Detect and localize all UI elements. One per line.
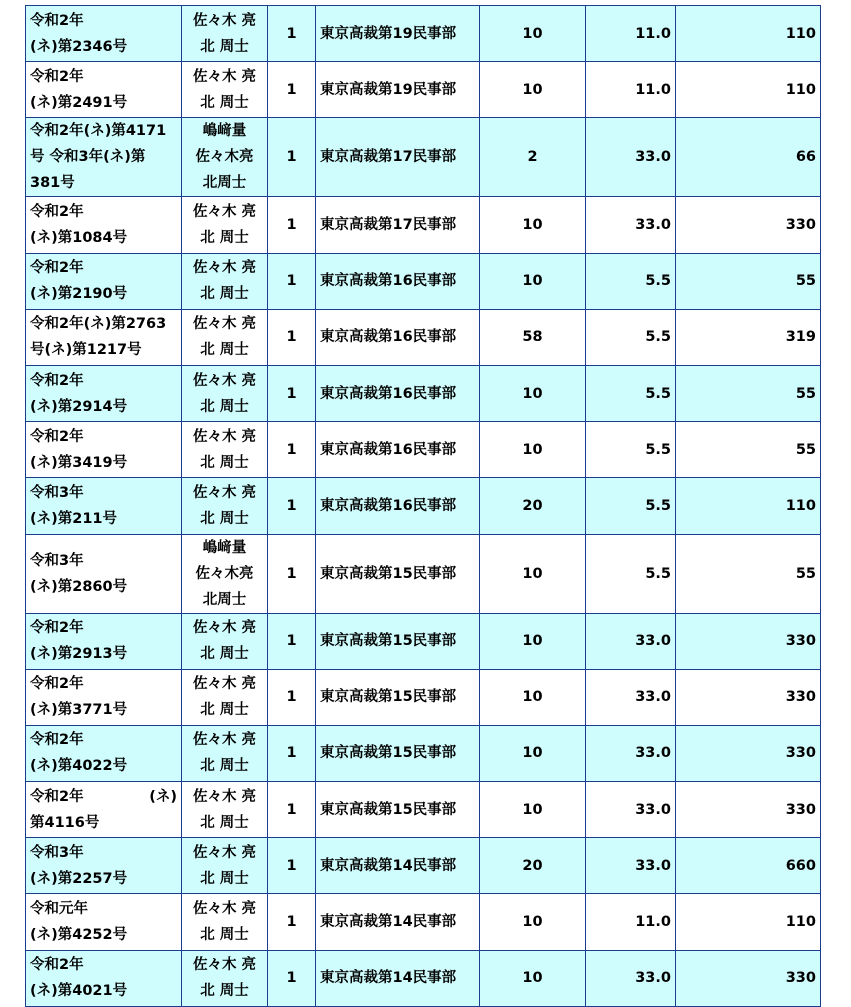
rate-cell: 11.0 bbox=[586, 6, 676, 62]
number-cell: 1 bbox=[268, 253, 316, 309]
table-row bbox=[26, 950, 821, 1006]
court-cell: 東京高裁第14民事部 bbox=[316, 894, 480, 950]
attorney-name-line: 佐々木 亮 bbox=[192, 372, 257, 389]
case-number-line: 381号 bbox=[30, 175, 75, 192]
attorney-name-line: 佐々木 亮 bbox=[192, 676, 257, 693]
court-cell: 東京高裁第15民事部 bbox=[316, 534, 480, 613]
amount-cell: 110 bbox=[676, 6, 821, 62]
case-number-cell bbox=[26, 534, 182, 613]
attorney-name-line: 佐々木 亮 bbox=[192, 316, 257, 333]
case-number-line: (ネ)第2346号 bbox=[30, 38, 128, 55]
attorney-name-line: 佐々木 亮 bbox=[192, 203, 257, 220]
count-cell: 10 bbox=[480, 950, 586, 1006]
rate-cell: 33.0 bbox=[586, 118, 676, 197]
number-cell: 1 bbox=[268, 478, 316, 534]
count-cell: 58 bbox=[480, 309, 586, 365]
table-row bbox=[26, 613, 821, 669]
count-cell: 2 bbox=[480, 118, 586, 197]
court-cell: 東京高裁第16民事部 bbox=[316, 422, 480, 478]
case-number-line bbox=[30, 784, 177, 810]
case-number-line: (ネ)第211号 bbox=[30, 510, 118, 527]
table-row bbox=[26, 62, 821, 118]
case-number-cell bbox=[26, 669, 182, 725]
count-cell: 10 bbox=[480, 422, 586, 478]
rate-cell: 11.0 bbox=[586, 62, 676, 118]
table-row bbox=[26, 197, 821, 253]
count-cell: 10 bbox=[480, 894, 586, 950]
amount-cell: 110 bbox=[676, 62, 821, 118]
attorney-cell bbox=[182, 365, 268, 421]
attorney-name-line: 北 周士 bbox=[200, 983, 249, 1000]
case-number-line: (ネ)第2257号 bbox=[30, 870, 128, 887]
table-row bbox=[26, 669, 821, 725]
case-number-cell bbox=[26, 422, 182, 478]
number-cell: 1 bbox=[268, 894, 316, 950]
attorney-name-line: 佐々木 亮 bbox=[192, 68, 257, 85]
attorney-name-line: 佐々木 亮 bbox=[192, 620, 257, 637]
count-cell: 20 bbox=[480, 838, 586, 894]
case-number-suffix: (ネ) bbox=[149, 788, 177, 805]
case-number-line: 令和2年 bbox=[30, 68, 84, 85]
case-number-line: (ネ)第4021号 bbox=[30, 983, 128, 1000]
number-cell: 1 bbox=[268, 669, 316, 725]
attorney-cell bbox=[182, 62, 268, 118]
case-number-cell bbox=[26, 838, 182, 894]
amount-cell: 66 bbox=[676, 118, 821, 197]
amount-cell: 110 bbox=[676, 478, 821, 534]
court-cell: 東京高裁第15民事部 bbox=[316, 613, 480, 669]
rate-cell: 5.5 bbox=[586, 422, 676, 478]
number-cell: 1 bbox=[268, 613, 316, 669]
case-number-line: 令和2年 bbox=[30, 372, 84, 389]
attorney-name-line: 北 周士 bbox=[200, 702, 249, 719]
case-number-line: (ネ)第3419号 bbox=[30, 454, 128, 471]
court-cell: 東京高裁第17民事部 bbox=[316, 118, 480, 197]
number-cell: 1 bbox=[268, 782, 316, 838]
rate-cell: 5.5 bbox=[586, 365, 676, 421]
attorney-cell bbox=[182, 669, 268, 725]
case-number-line: 第4116号 bbox=[30, 814, 100, 831]
attorney-cell bbox=[182, 197, 268, 253]
table-row bbox=[26, 838, 821, 894]
attorney-cell bbox=[182, 894, 268, 950]
rate-cell: 33.0 bbox=[586, 950, 676, 1006]
table-row bbox=[26, 253, 821, 309]
case-number-line: (ネ)第1084号 bbox=[30, 229, 128, 246]
amount-cell: 110 bbox=[676, 894, 821, 950]
attorney-name-line: 北 周士 bbox=[200, 646, 249, 663]
count-cell: 10 bbox=[480, 62, 586, 118]
rate-cell: 33.0 bbox=[586, 197, 676, 253]
court-cell: 東京高裁第16民事部 bbox=[316, 365, 480, 421]
attorney-name-line: 北 周士 bbox=[200, 38, 249, 55]
attorney-name-line: 北 周士 bbox=[200, 286, 249, 303]
count-cell: 10 bbox=[480, 613, 586, 669]
amount-cell: 55 bbox=[676, 422, 821, 478]
attorney-name-line: 北 周士 bbox=[200, 927, 249, 944]
case-number-line: 令和2年(ネ)第4171 bbox=[30, 123, 167, 140]
case-number-line: (ネ)第4252号 bbox=[30, 927, 128, 944]
attorney-cell bbox=[182, 253, 268, 309]
attorney-name-line: 嶋﨑量 bbox=[202, 123, 247, 140]
case-number-cell bbox=[26, 197, 182, 253]
court-cell: 東京高裁第16民事部 bbox=[316, 253, 480, 309]
count-cell: 10 bbox=[480, 669, 586, 725]
number-cell: 1 bbox=[268, 725, 316, 781]
table-row bbox=[26, 365, 821, 421]
case-number-line: 号(ネ)第1217号 bbox=[30, 342, 142, 359]
attorney-cell bbox=[182, 613, 268, 669]
case-number-line: 令和3年 bbox=[30, 552, 84, 569]
table-row bbox=[26, 309, 821, 365]
case-table bbox=[25, 5, 821, 1007]
court-cell: 東京高裁第14民事部 bbox=[316, 950, 480, 1006]
case-number-cell bbox=[26, 365, 182, 421]
attorney-cell bbox=[182, 534, 268, 613]
attorney-name-line: 佐々木 亮 bbox=[192, 788, 257, 805]
amount-cell: 330 bbox=[676, 782, 821, 838]
count-cell: 10 bbox=[480, 197, 586, 253]
case-number-cell bbox=[26, 950, 182, 1006]
rate-cell: 11.0 bbox=[586, 894, 676, 950]
court-cell: 東京高裁第17民事部 bbox=[316, 197, 480, 253]
attorney-name-line: 佐々木 亮 bbox=[192, 901, 257, 918]
count-cell: 10 bbox=[480, 534, 586, 613]
count-cell: 10 bbox=[480, 782, 586, 838]
table-row bbox=[26, 478, 821, 534]
rate-cell: 5.5 bbox=[586, 478, 676, 534]
case-number-cell bbox=[26, 253, 182, 309]
table-row bbox=[26, 894, 821, 950]
court-cell: 東京高裁第15民事部 bbox=[316, 725, 480, 781]
amount-cell: 330 bbox=[676, 669, 821, 725]
attorney-name-line: 北 周士 bbox=[200, 94, 249, 111]
amount-cell: 55 bbox=[676, 365, 821, 421]
attorney-cell bbox=[182, 118, 268, 197]
case-number-cell bbox=[26, 118, 182, 197]
case-number-line: 令和2年 bbox=[30, 957, 84, 974]
attorney-cell bbox=[182, 782, 268, 838]
case-number-line: 令和2年 bbox=[30, 732, 84, 749]
rate-cell: 5.5 bbox=[586, 309, 676, 365]
case-number-cell bbox=[26, 478, 182, 534]
case-number-line: 令和2年 bbox=[30, 260, 84, 277]
case-number-line: 令和2年 bbox=[30, 428, 84, 445]
table-row bbox=[26, 534, 821, 613]
amount-cell: 55 bbox=[676, 534, 821, 613]
attorney-name-line: 佐々木亮 bbox=[195, 565, 254, 582]
attorney-name-line: 佐々木 亮 bbox=[192, 260, 257, 277]
number-cell: 1 bbox=[268, 534, 316, 613]
attorney-cell bbox=[182, 6, 268, 62]
court-cell: 東京高裁第19民事部 bbox=[316, 6, 480, 62]
table-row bbox=[26, 6, 821, 62]
court-cell: 東京高裁第16民事部 bbox=[316, 309, 480, 365]
rate-cell: 33.0 bbox=[586, 782, 676, 838]
case-number-line: (ネ)第2190号 bbox=[30, 286, 128, 303]
attorney-cell bbox=[182, 422, 268, 478]
case-number-line: 令和2年 bbox=[30, 676, 84, 693]
attorney-name-line: 佐々木亮 bbox=[195, 149, 254, 166]
case-number-line: 令和2年 bbox=[30, 620, 84, 637]
amount-cell: 330 bbox=[676, 725, 821, 781]
attorney-name-line: 北 周士 bbox=[200, 229, 249, 246]
number-cell: 1 bbox=[268, 838, 316, 894]
case-number-line: (ネ)第2914号 bbox=[30, 398, 128, 415]
attorney-cell bbox=[182, 950, 268, 1006]
amount-cell: 330 bbox=[676, 197, 821, 253]
rate-cell: 33.0 bbox=[586, 838, 676, 894]
case-number-line: 令和3年 bbox=[30, 484, 84, 501]
attorney-name-line: 佐々木 亮 bbox=[192, 484, 257, 501]
attorney-name-line: 北 周士 bbox=[200, 342, 249, 359]
case-number-cell bbox=[26, 894, 182, 950]
count-cell: 10 bbox=[480, 253, 586, 309]
rate-cell: 5.5 bbox=[586, 534, 676, 613]
number-cell: 1 bbox=[268, 422, 316, 478]
rate-cell: 33.0 bbox=[586, 725, 676, 781]
attorney-name-line: 佐々木 亮 bbox=[192, 732, 257, 749]
attorney-name-line: 北周士 bbox=[202, 175, 247, 192]
case-number-cell bbox=[26, 613, 182, 669]
amount-cell: 330 bbox=[676, 613, 821, 669]
number-cell: 1 bbox=[268, 6, 316, 62]
table-row bbox=[26, 725, 821, 781]
case-number-line: 令和2年 bbox=[30, 203, 84, 220]
attorney-cell bbox=[182, 838, 268, 894]
attorney-name-line: 北 周士 bbox=[200, 758, 249, 775]
number-cell: 1 bbox=[268, 62, 316, 118]
case-number-cell bbox=[26, 6, 182, 62]
case-number-cell bbox=[26, 62, 182, 118]
rate-cell: 33.0 bbox=[586, 669, 676, 725]
attorney-cell bbox=[182, 478, 268, 534]
case-number-line: 令和2年(ネ)第2763 bbox=[30, 316, 167, 333]
court-cell: 東京高裁第15民事部 bbox=[316, 782, 480, 838]
amount-cell: 319 bbox=[676, 309, 821, 365]
number-cell: 1 bbox=[268, 950, 316, 1006]
court-cell: 東京高裁第15民事部 bbox=[316, 669, 480, 725]
table-row bbox=[26, 782, 821, 838]
case-number-line: 令和元年 bbox=[30, 901, 88, 918]
court-cell: 東京高裁第16民事部 bbox=[316, 478, 480, 534]
rate-cell: 5.5 bbox=[586, 253, 676, 309]
count-cell: 10 bbox=[480, 365, 586, 421]
case-number-cell bbox=[26, 725, 182, 781]
case-table-body bbox=[26, 6, 821, 1007]
table-row bbox=[26, 118, 821, 197]
attorney-name-line: 嶋﨑量 bbox=[202, 539, 247, 556]
attorney-name-line: 佐々木 亮 bbox=[192, 12, 257, 29]
attorney-name-line: 佐々木 亮 bbox=[192, 428, 257, 445]
attorney-name-line: 北 周士 bbox=[200, 398, 249, 415]
rate-cell: 33.0 bbox=[586, 613, 676, 669]
amount-cell: 660 bbox=[676, 838, 821, 894]
attorney-name-line: 北 周士 bbox=[200, 510, 249, 527]
number-cell: 1 bbox=[268, 197, 316, 253]
number-cell: 1 bbox=[268, 309, 316, 365]
case-number-text: 令和2年 bbox=[30, 788, 84, 805]
amount-cell: 330 bbox=[676, 950, 821, 1006]
attorney-name-line: 北 周士 bbox=[200, 454, 249, 471]
count-cell: 10 bbox=[480, 725, 586, 781]
number-cell: 1 bbox=[268, 118, 316, 197]
case-number-line: (ネ)第2913号 bbox=[30, 646, 128, 663]
case-number-line: (ネ)第2860号 bbox=[30, 578, 128, 595]
case-number-line: (ネ)第3771号 bbox=[30, 702, 128, 719]
court-cell: 東京高裁第14民事部 bbox=[316, 838, 480, 894]
table-row bbox=[26, 422, 821, 478]
count-cell: 20 bbox=[480, 478, 586, 534]
attorney-name-line: 北 周士 bbox=[200, 870, 249, 887]
court-cell: 東京高裁第19民事部 bbox=[316, 62, 480, 118]
attorney-name-line: 北周士 bbox=[202, 591, 247, 608]
attorney-name-line: 佐々木 亮 bbox=[192, 844, 257, 861]
number-cell: 1 bbox=[268, 365, 316, 421]
case-number-cell bbox=[26, 309, 182, 365]
case-number-line: 号 令和3年(ネ)第 bbox=[30, 149, 146, 166]
case-number-line: (ネ)第4022号 bbox=[30, 758, 128, 775]
case-number-line: 令和2年 bbox=[30, 12, 84, 29]
case-number-line: 令和3年 bbox=[30, 844, 84, 861]
case-number-cell bbox=[26, 782, 182, 838]
count-cell: 10 bbox=[480, 6, 586, 62]
attorney-cell bbox=[182, 725, 268, 781]
amount-cell: 55 bbox=[676, 253, 821, 309]
attorney-name-line: 北 周士 bbox=[200, 814, 249, 831]
case-number-line: (ネ)第2491号 bbox=[30, 94, 128, 111]
attorney-name-line: 佐々木 亮 bbox=[192, 957, 257, 974]
attorney-cell bbox=[182, 309, 268, 365]
